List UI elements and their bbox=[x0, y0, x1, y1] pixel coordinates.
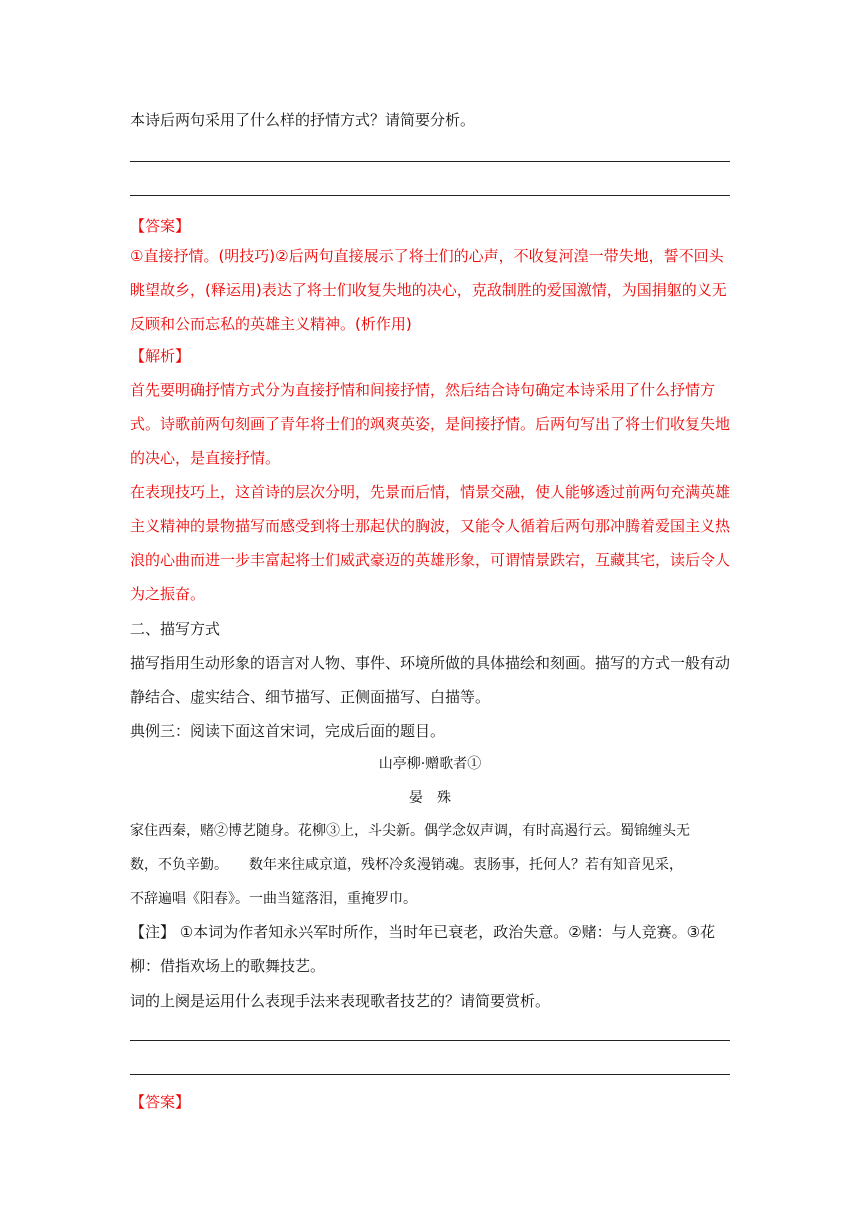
poem-line: 不辞遍唱《阳春》。一曲当筵落泪，重掩罗巾。 bbox=[130, 891, 417, 907]
answer-1-line: 反顾和公而忘私的英雄主义精神。(析作用) bbox=[130, 315, 412, 333]
analysis-line: 首先要明确抒情方式分为直接抒情和间接抒情，然后结合诗句确定本诗采用了什么抒情方 bbox=[130, 381, 716, 399]
poem-title: 山亭柳·赠歌者① bbox=[378, 756, 482, 772]
note-line: 【注】 ①本词为作者知永兴军时所作，当时年已衰老，政治失意。②赌：与人竞赛。③花 bbox=[130, 923, 716, 941]
section-2-paragraph: 描写指用生动形象的语言对人物、事件、环境所做的具体描绘和刻画。描写的方式一般有动 bbox=[130, 654, 731, 672]
answer-blank-line-3 bbox=[130, 1040, 730, 1041]
analysis-line: 为之振奋。 bbox=[130, 585, 206, 603]
answer-1-line: 眺望故乡，(释运用)表达了将士们收复失地的决心，克敌制胜的爱国激情，为国捐躯的义无 bbox=[130, 281, 727, 299]
question-1: 本诗后两句采用了什么样的抒情方式？请简要分析。 bbox=[130, 111, 476, 129]
answer-blank-line-2 bbox=[130, 195, 730, 196]
question-2: 词的上阕是运用什么表现手法来表现歌者技艺的？请简要赏析。 bbox=[130, 992, 551, 1010]
analysis-line: 的决心，是直接抒情。 bbox=[130, 449, 281, 467]
answer-blank-line-4 bbox=[130, 1074, 730, 1075]
example-3-heading: 典例三：阅读下面这首宋词，完成后面的题目。 bbox=[130, 722, 446, 740]
answer-blank-line-1 bbox=[130, 161, 730, 162]
poem-line: 数，不负辛勤。 数年来往咸京道，残杯冷炙漫销魂。衷肠事，托何人？若有知音见采， bbox=[130, 857, 683, 873]
section-2-paragraph: 静结合、虚实结合、细节描写、正侧面描写、白描等。 bbox=[130, 688, 491, 706]
analysis-label: 【解析】 bbox=[130, 347, 191, 365]
analysis-line: 式。诗歌前两句刻画了青年将士们的飒爽英姿，是间接抒情。后两句写出了将士们收复失地 bbox=[130, 415, 731, 433]
poem-line: 家住西秦，赌②博艺随身。花柳③上，斗尖新。偶学念奴声调，有时高遏行云。蜀锦缠头无 bbox=[130, 823, 690, 839]
answer-label-2: 【答案】 bbox=[130, 1093, 191, 1111]
note-line: 柳：借指欢场上的歌舞技艺。 bbox=[130, 957, 326, 975]
poem-author: 晏 殊 bbox=[409, 790, 451, 806]
section-2-title: 二、描写方式 bbox=[130, 620, 221, 638]
analysis-line: 在表现技巧上，这首诗的层次分明，先景而后情，情景交融，使人能够透过前两句充满英雄 bbox=[130, 483, 731, 501]
answer-label-1: 【答案】 bbox=[130, 217, 191, 235]
analysis-line: 主义精神的景物描写而感受到将士那起伏的胸波，又能令人循着后两句那冲腾着爱国主义热 bbox=[130, 517, 731, 535]
answer-1-line: ①直接抒情。(明技巧)②后两句直接展示了将士们的心声，不收复河湟一带失地，誓不回头 bbox=[130, 247, 724, 265]
analysis-line: 浪的心曲而进一步丰富起将士们威武豪迈的英雄形象，可谓情景跌宕，互藏其宅，读后令人 bbox=[130, 551, 731, 569]
